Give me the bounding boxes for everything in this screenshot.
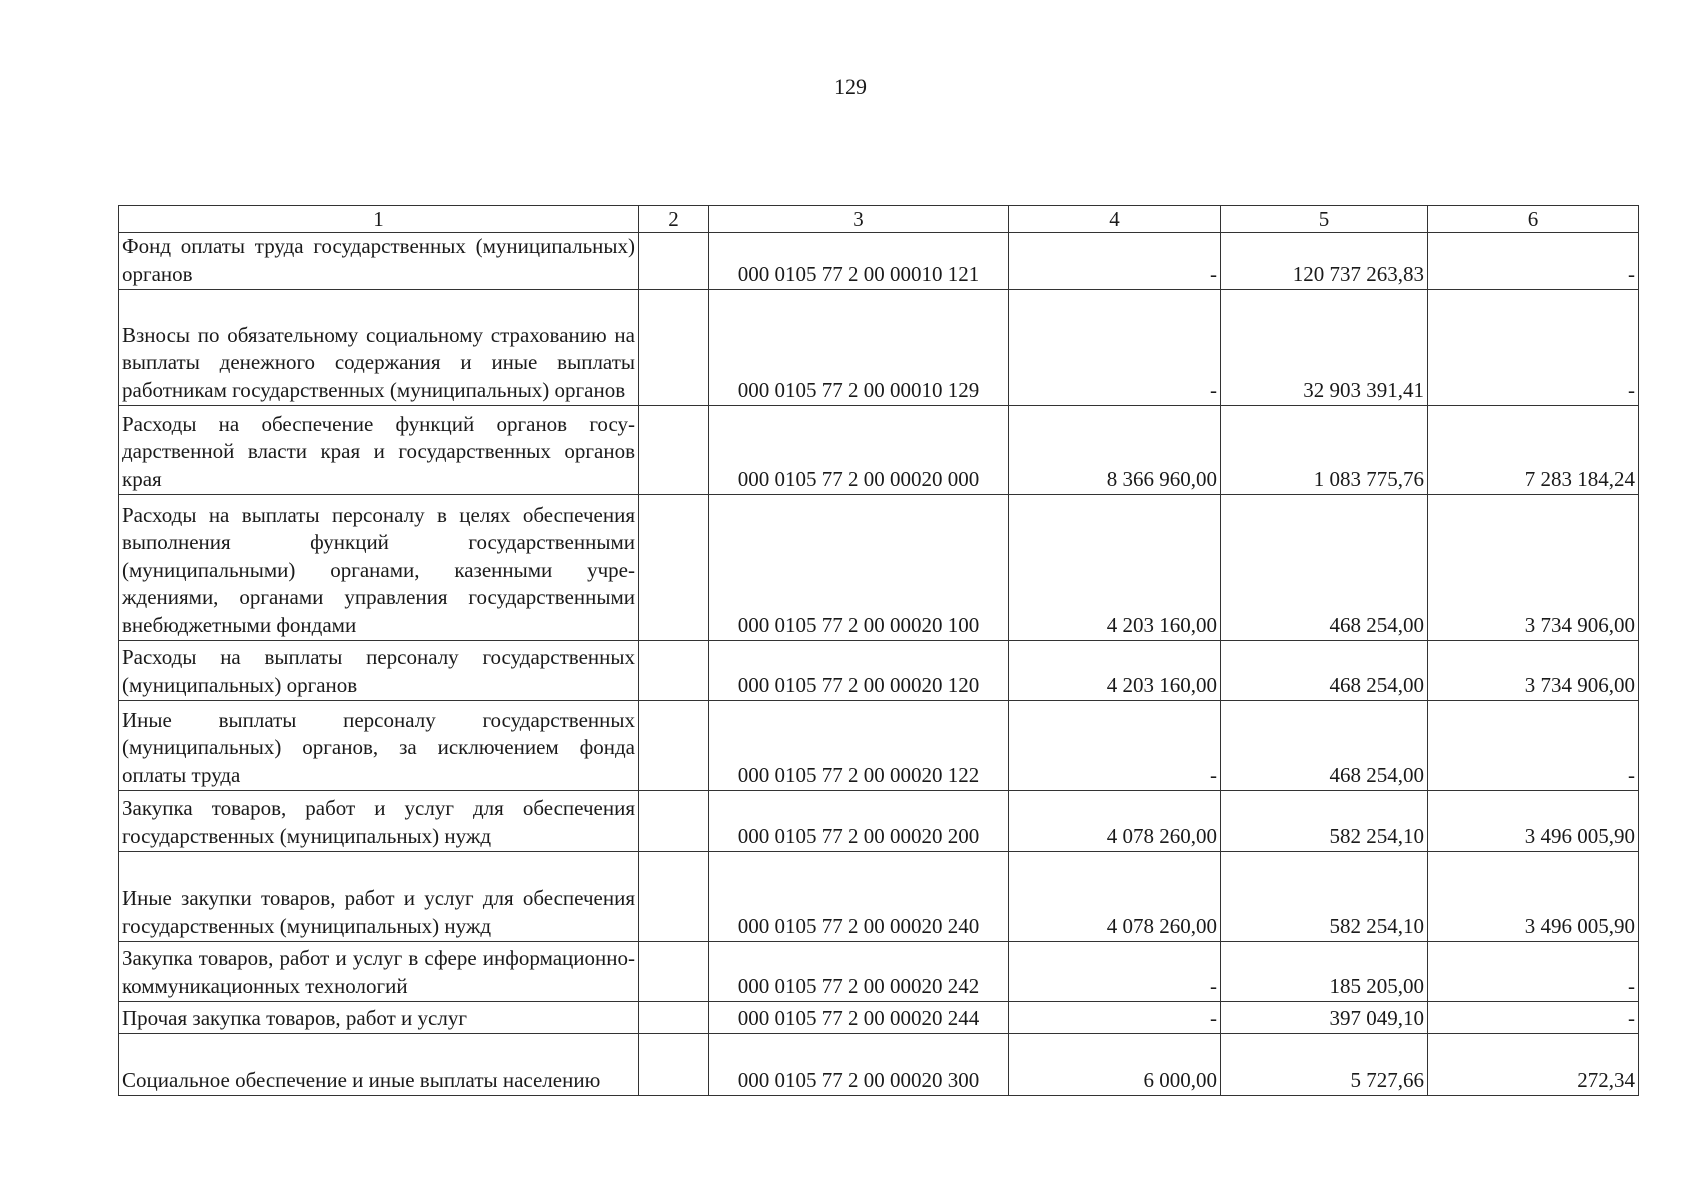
row-code: 000 0105 77 2 00 00020 122 — [709, 701, 1009, 791]
row-code: 000 0105 77 2 00 00020 300 — [709, 1034, 1009, 1096]
table-row — [119, 791, 1639, 852]
table-row — [119, 1034, 1639, 1096]
row-code: 000 0105 77 2 00 00020 000 — [709, 406, 1009, 495]
row-col-5: 5 727,66 — [1221, 1034, 1428, 1096]
row-col-6: - — [1428, 233, 1639, 290]
header-col-4: 4 — [1009, 206, 1221, 233]
row-col-6: 7 283 184,24 — [1428, 406, 1639, 495]
row-name: Прочая закупка товаров, работ и услуг — [119, 1002, 639, 1034]
row-col-4: 4 203 160,00 — [1009, 495, 1221, 641]
row-col-4: - — [1009, 1002, 1221, 1034]
header-col-1: 1 — [119, 206, 639, 233]
row-col-5: 582 254,10 — [1221, 852, 1428, 942]
row-col-4: 4 078 260,00 — [1009, 791, 1221, 852]
row-col-5: 32 903 391,41 — [1221, 290, 1428, 406]
row-code: 000 0105 77 2 00 00020 244 — [709, 1002, 1009, 1034]
table-row — [119, 495, 1639, 641]
row-col-6: - — [1428, 701, 1639, 791]
header-col-2: 2 — [639, 206, 709, 233]
row-col-6: 3 496 005,90 — [1428, 791, 1639, 852]
row-col-2 — [639, 290, 709, 406]
table-row — [119, 942, 1639, 1002]
row-col-5: 1 083 775,76 — [1221, 406, 1428, 495]
row-code: 000 0105 77 2 00 00020 242 — [709, 942, 1009, 1002]
header-row — [119, 206, 1639, 233]
row-col-5: 120 737 263,83 — [1221, 233, 1428, 290]
header-col-6: 6 — [1428, 206, 1639, 233]
table-row — [119, 641, 1639, 701]
row-col-2 — [639, 233, 709, 290]
row-col-2 — [639, 495, 709, 641]
row-col-5: 582 254,10 — [1221, 791, 1428, 852]
row-code: 000 0105 77 2 00 00010 121 — [709, 233, 1009, 290]
row-col-2 — [639, 406, 709, 495]
row-name: Расходы на обеспечение функций органов государственной власти края и государственных органов края — [119, 406, 639, 495]
row-name: Закупка товаров, работ и услуг в сфере информационно-коммуникационных технологий — [119, 942, 639, 1002]
row-name: Взносы по обязательному социальному страхованию на выплаты денежного содержания и иные выплаты работникам государственных (муниципальных) органов — [119, 290, 639, 406]
row-col-2 — [639, 1002, 709, 1034]
row-name: Иные выплаты персоналу государственных (муниципальных) органов, за исключением фонда оплаты труда — [119, 701, 639, 791]
row-col-4: 8 366 960,00 — [1009, 406, 1221, 495]
row-col-5: 185 205,00 — [1221, 942, 1428, 1002]
row-col-4: 6 000,00 — [1009, 1034, 1221, 1096]
table-row — [119, 701, 1639, 791]
table-body — [119, 233, 1639, 1096]
row-col-2 — [639, 791, 709, 852]
row-code: 000 0105 77 2 00 00020 240 — [709, 852, 1009, 942]
row-col-6: - — [1428, 1002, 1639, 1034]
table-row — [119, 290, 1639, 406]
row-col-5: 397 049,10 — [1221, 1002, 1428, 1034]
row-col-6: 3 734 906,00 — [1428, 495, 1639, 641]
row-col-5: 468 254,00 — [1221, 495, 1428, 641]
row-code: 000 0105 77 2 00 00010 129 — [709, 290, 1009, 406]
row-col-5: 468 254,00 — [1221, 641, 1428, 701]
row-col-4: 4 203 160,00 — [1009, 641, 1221, 701]
row-name: Расходы на выплаты персоналу в целях обеспечения выполнения функций государственными (муниципальными) органами, казенными учреждениями, органами управления государственными внебюджетными фондами — [119, 495, 639, 641]
row-name: Расходы на выплаты персоналу государственных (муниципальных) органов — [119, 641, 639, 701]
row-col-4: - — [1009, 290, 1221, 406]
row-col-6: 3 496 005,90 — [1428, 852, 1639, 942]
row-col-2 — [639, 1034, 709, 1096]
header-col-3: 3 — [709, 206, 1009, 233]
row-col-2 — [639, 852, 709, 942]
row-col-6: - — [1428, 942, 1639, 1002]
row-code: 000 0105 77 2 00 00020 200 — [709, 791, 1009, 852]
table-row — [119, 233, 1639, 290]
row-col-5: 468 254,00 — [1221, 701, 1428, 791]
row-col-4: - — [1009, 942, 1221, 1002]
row-code: 000 0105 77 2 00 00020 120 — [709, 641, 1009, 701]
row-col-4: - — [1009, 233, 1221, 290]
budget-table — [118, 205, 1639, 1096]
row-name: Социальное обеспечение и иные выплаты населению — [119, 1034, 639, 1096]
row-code: 000 0105 77 2 00 00020 100 — [709, 495, 1009, 641]
row-col-2 — [639, 641, 709, 701]
row-name: Иные закупки товаров, работ и услуг для обеспечения государственных (муниципальных) нужд — [119, 852, 639, 942]
row-col-6: 272,34 — [1428, 1034, 1639, 1096]
table-header — [119, 206, 1639, 233]
row-col-4: - — [1009, 701, 1221, 791]
row-name: Фонд оплаты труда государственных (муниципальных) органов — [119, 233, 639, 290]
row-col-2 — [639, 701, 709, 791]
row-col-6: 3 734 906,00 — [1428, 641, 1639, 701]
table-row — [119, 852, 1639, 942]
row-col-4: 4 078 260,00 — [1009, 852, 1221, 942]
header-col-5: 5 — [1221, 206, 1428, 233]
row-col-6: - — [1428, 290, 1639, 406]
page-number: 129 — [834, 74, 867, 99]
row-col-2 — [639, 942, 709, 1002]
table-row — [119, 406, 1639, 495]
table-row — [119, 1002, 1639, 1034]
row-name: Закупка товаров, работ и услуг для обеспечения государственных (муниципальных) нужд — [119, 791, 639, 852]
